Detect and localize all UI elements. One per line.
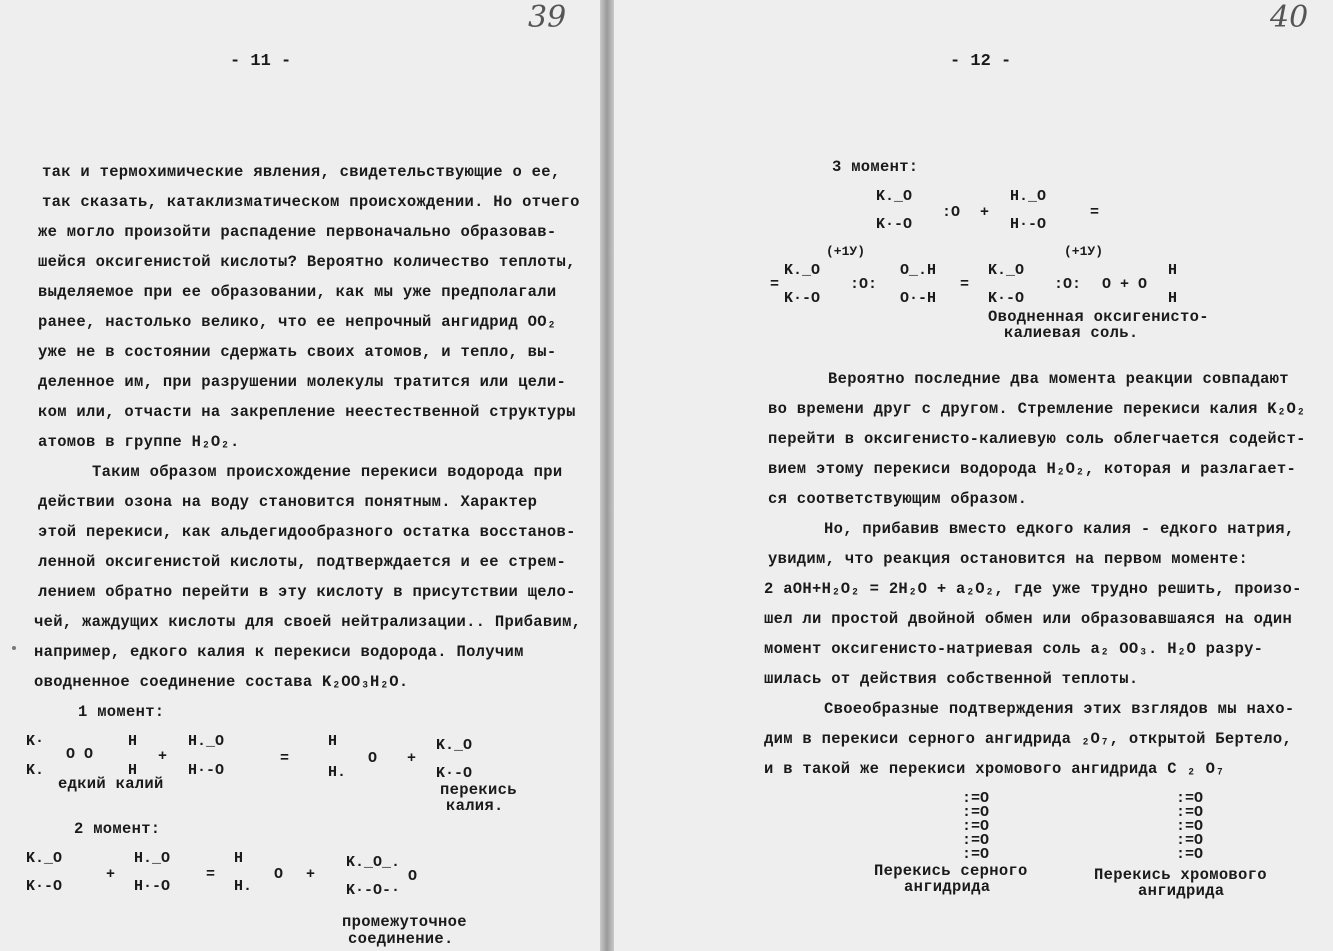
structure-caption: Перекись серного [874,862,1028,880]
formula-potassium-peroxide: K·-O [784,290,821,307]
formula-plus: + [106,866,116,883]
text-line: шилась от действия собственной теплоты. [764,670,1139,688]
formula-h: H [128,762,138,779]
formula-h: H [234,850,244,867]
text-line: деленное им, при разрушении молекулы тратится или цели- [38,373,567,391]
formula-h: H [1168,290,1178,307]
text-line: увидим, что реакция остановится на первом моменте: [768,550,1249,568]
formula-hydroxyl: O_.H [900,262,937,279]
formula-caption: калия. [446,797,504,815]
formula-hydroperoxide: H._O [188,733,225,750]
formula-hydroxyl: O·-H [900,290,937,307]
formula-o: :O: [850,276,878,293]
formula-intermediate: K·-O-· [346,882,401,899]
bond: :=O [1176,846,1204,863]
right-page [614,0,1333,951]
text-line: лением обратно перейти в эту кислоту в присутствии щело- [38,583,576,601]
formula-caption: промежуточное [342,913,467,931]
text-line: момент оксигенисто-натриевая соль a₂ OO₃. H₂O разру- [764,640,1264,658]
handwritten-page-number: 39 [528,0,567,35]
formula-equals: = [206,866,216,883]
formula-potassium-peroxide: K·-O [26,878,63,895]
formula-plus: + [407,750,417,767]
formula-caption: калиевая соль. [1004,324,1139,342]
moment-label: 3 момент: [832,158,919,176]
bond: :=O [1176,790,1204,807]
moment-label: 2 момент: [74,820,161,838]
formula-h: H [1168,262,1178,279]
book-gutter [600,0,614,951]
formula-plus: + [158,748,168,765]
formula-hydroperoxide: H._O [1010,188,1047,205]
text-line: и в такой же перекиси хромового ангидрида C ₂ O₇ [764,760,1225,778]
formula-potassium-peroxide: K._O [26,850,63,867]
structure-caption: ангидрида [904,878,991,896]
moment-label: 1 момент: [78,703,165,721]
text-line: же могло произойти распадение первоначально образовав- [38,223,557,241]
bond: :=O [962,790,990,807]
valence-label: (+1У) [1064,244,1104,259]
text-line: вием этому перекиси водорода H₂O₂, которая и разлагает- [768,460,1297,478]
text-line: шейся оксигенистой кислоты? Вероятно количество теплоты, [38,253,576,271]
bond: :=O [962,818,990,835]
bond: :=O [1176,832,1204,849]
formula-tail: O + O [1102,276,1148,293]
handwritten-page-number: 40 [1270,0,1309,35]
formula-k: K. [26,762,45,779]
text-line: оводненное соединение состава K₂OO₃H₂O. [34,673,409,691]
formula-o: O [368,750,378,767]
formula-k: K· [26,733,45,750]
formula-o: :O [942,204,961,221]
text-line: Таким образом происхождение перекиси водорода при [92,463,563,481]
page-number: - 11 - [230,52,292,71]
structure-caption: Перекись хромового [1094,866,1267,884]
bond: :=O [1176,804,1204,821]
formula-equals: = [280,750,290,767]
formula-caption: соединение. [348,930,454,948]
formula-equals: = [1090,204,1100,221]
bond: :=O [1176,818,1204,835]
paper-speck [12,646,16,650]
text-line: так и термохимические явления, свидетельствующие о ее, [42,163,561,181]
formula-oo: O O [66,746,94,763]
formula-h: H [328,733,338,750]
text-line: чей, жаждущих кислоты для своей нейтрализации.. Прибавим, [34,613,582,631]
formula-potassium-peroxide: K·-O [876,216,913,233]
bond: :=O [962,804,990,821]
formula-potassium-peroxide: K·-O [988,290,1025,307]
formula-h: H [128,733,138,750]
valence-label: (+1У) [826,244,866,259]
formula-caption: едкий калий [58,775,164,793]
text-line: этой перекиси, как альдегидообразного остатка восстанов- [38,523,576,541]
page-number: - 12 - [950,52,1012,71]
bond: :=O [962,832,990,849]
formula-hydroperoxide: H·-O [134,878,171,895]
formula-h: H. [234,878,253,895]
bond: :=O [962,846,990,863]
formula-caption: Оводненная оксигенисто- [988,308,1209,326]
formula-hydroperoxide: H·-O [188,762,225,779]
structure-caption: ангидрида [1138,882,1225,900]
text-line: 2 aOH+H₂O₂ = 2H₂O + a₂O₂, где уже трудно решить, произо- [764,580,1302,598]
text-line: действии озона на воду становится понятным. Характер [38,493,538,511]
text-line: ся соответствующим образом. [768,490,1028,508]
text-line: Но, прибавив вместо едкого калия - едкого натрия, [824,520,1295,538]
formula-hydroperoxide: H·-O [1010,216,1047,233]
text-line: дим в перекиси серного ангидрида ₂O₇, открытой Бертело, [764,730,1293,748]
text-line: Своеобразные подтверждения этих взглядов мы нахо- [824,700,1295,718]
formula-h: H. [328,764,347,781]
text-line: шел ли простой двойной обмен или образовавшаяся на один [764,610,1293,628]
text-line: уже не в состоянии сдержать своих атомов, и тепло, вы- [38,343,557,361]
formula-o: :O: [1054,276,1082,293]
formula-equals: = [960,276,970,293]
left-page [0,0,600,951]
formula-potassium-peroxide: K._O [876,188,913,205]
formula-plus: + [980,204,990,221]
formula-o: O [274,866,284,883]
text-line: ранее, настолько велико, что ее непрочный ангидрид OO₂ [38,313,557,331]
text-line: так сказать, катаклизматическом происхождении. Но отчего [42,193,580,211]
formula-potassium-peroxide: K·-O [436,765,473,782]
formula-o: O [408,868,418,885]
formula-potassium-peroxide: K._O [988,262,1025,279]
text-line: например, едкого калия к перекиси водорода. Получим [34,643,524,661]
formula-equals: = [770,276,780,293]
text-line: ленной оксигенистой кислоты, подтверждается и ее стрем- [38,553,567,571]
text-line: ком или, отчасти на закрепление неестественной структуры [38,403,576,421]
formula-plus: + [306,866,316,883]
text-line: перейти в оксигенисто-калиевую соль облегчается содейст- [768,430,1306,448]
text-line: во времени друг с другом. Стремление перекиси калия K₂O₂ [768,400,1306,418]
text-line: выделяемое при ее образовании, как мы уже предполагали [38,283,557,301]
formula-potassium-peroxide: K._O [436,737,473,754]
text-line: атомов в группе H₂O₂. [38,433,240,451]
formula-potassium-peroxide: K._O [784,262,821,279]
formula-intermediate: K._O_. [346,854,401,871]
formula-caption: перекись [440,781,517,799]
formula-hydroperoxide: H._O [134,850,171,867]
text-line: Вероятно последние два момента реакции совпадают [828,370,1289,388]
